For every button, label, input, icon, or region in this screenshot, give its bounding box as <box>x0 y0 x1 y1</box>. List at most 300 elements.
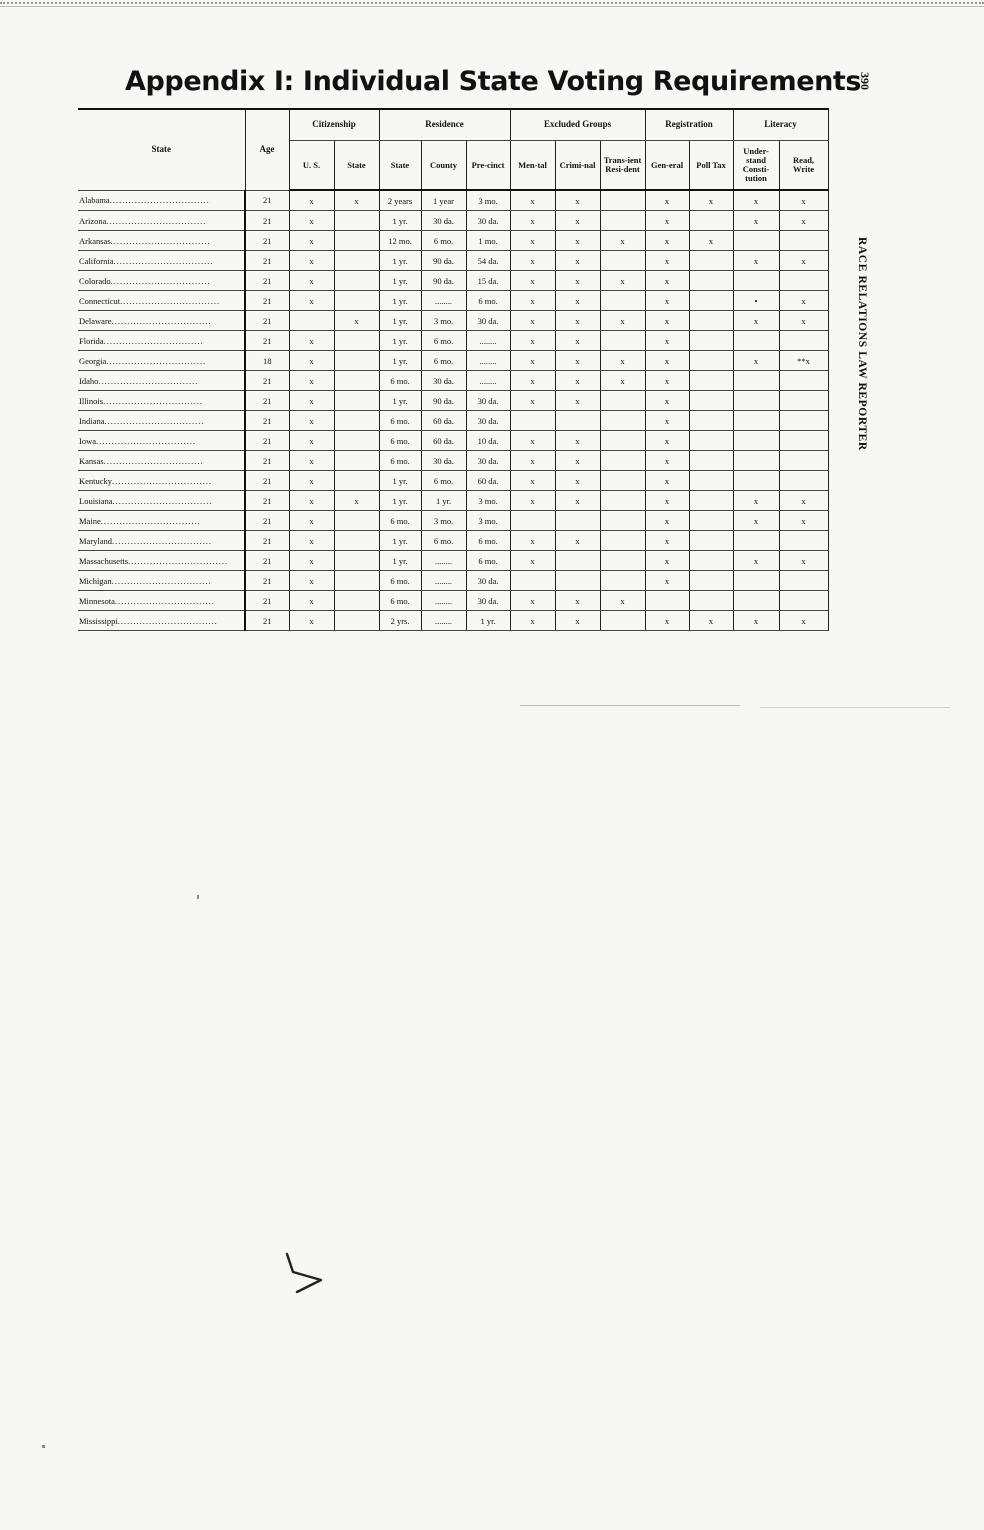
county-cell: ........ <box>421 291 466 311</box>
general-cell: x <box>645 471 689 491</box>
general-registration-header: Gen-eral <box>645 141 689 191</box>
res-state-cell: 2 yrs. <box>379 611 421 631</box>
age-cell: 21 <box>245 411 289 431</box>
cit-state-cell <box>334 471 379 491</box>
cit-state-cell <box>334 551 379 571</box>
res-state-cell: 1 yr. <box>379 491 421 511</box>
transient-cell <box>600 291 645 311</box>
table-row <box>78 291 828 311</box>
leader-dots: ................................ <box>128 555 229 566</box>
us-cell: x <box>289 491 334 511</box>
general-cell: x <box>645 311 689 331</box>
precinct-cell: 6 mo. <box>466 551 510 571</box>
us-cell: x <box>289 391 334 411</box>
criminal-cell: x <box>555 291 600 311</box>
literacy-group-header: Literacy <box>733 109 828 141</box>
mental-cell: x <box>510 351 555 371</box>
read-write-cell <box>779 231 828 251</box>
mental-cell <box>510 511 555 531</box>
transient-cell <box>600 431 645 451</box>
cit-state-cell <box>334 271 379 291</box>
poll-tax-cell <box>689 471 733 491</box>
table-row <box>78 351 828 371</box>
res-state-cell: 1 yr. <box>379 331 421 351</box>
county-cell: 6 mo. <box>421 331 466 351</box>
precinct-cell: 54 da. <box>466 251 510 271</box>
table-row <box>78 331 828 351</box>
age-cell: 21 <box>245 451 289 471</box>
res-state-cell: 6 mo. <box>379 411 421 431</box>
cit-state-cell <box>334 431 379 451</box>
precinct-cell: 30 da. <box>466 571 510 591</box>
understand-cell <box>733 471 779 491</box>
transient-cell <box>600 611 645 631</box>
table-row <box>78 591 828 611</box>
poll-tax-cell: x <box>689 611 733 631</box>
leader-dots: ................................ <box>103 455 204 466</box>
county-cell: 30 da. <box>421 211 466 231</box>
county-cell: 6 mo. <box>421 531 466 551</box>
table-row <box>78 511 828 531</box>
mental-cell: x <box>510 551 555 571</box>
mental-excluded-header: Men-tal <box>510 141 555 191</box>
read-write-cell <box>779 451 828 471</box>
state-name-cell: Kentucky................................ <box>78 471 245 491</box>
transient-cell <box>600 551 645 571</box>
page-number: 390 <box>858 72 872 90</box>
age-cell: 21 <box>245 531 289 551</box>
poll-tax-cell <box>689 591 733 611</box>
county-cell: 90 da. <box>421 251 466 271</box>
poll-tax-cell <box>689 391 733 411</box>
leader-dots: ................................ <box>109 195 210 206</box>
poll-tax-cell <box>689 371 733 391</box>
leader-dots: ................................ <box>104 415 205 426</box>
transient-cell <box>600 571 645 591</box>
us-cell <box>289 311 334 331</box>
transient-resident-header: Trans-ient Resi-dent <box>600 141 645 191</box>
read-write-cell: x <box>779 491 828 511</box>
read-write-cell <box>779 271 828 291</box>
read-write-cell: x <box>779 211 828 231</box>
general-cell: x <box>645 291 689 311</box>
mental-cell: x <box>510 231 555 251</box>
cit-state-cell: x <box>334 190 379 211</box>
precinct-cell: 30 da. <box>466 391 510 411</box>
us-cell: x <box>289 251 334 271</box>
scan-artifact-speck <box>42 1445 45 1448</box>
precinct-cell: 1 yr. <box>466 611 510 631</box>
county-residence-header: County <box>421 141 466 191</box>
us-cell: x <box>289 571 334 591</box>
mental-cell: x <box>510 471 555 491</box>
general-cell: x <box>645 571 689 591</box>
transient-cell <box>600 531 645 551</box>
understand-cell: x <box>733 351 779 371</box>
age-cell: 21 <box>245 291 289 311</box>
state-name-cell: Idaho................................ <box>78 371 245 391</box>
res-state-cell: 6 mo. <box>379 431 421 451</box>
precinct-cell: 30 da. <box>466 591 510 611</box>
table-row <box>78 611 828 631</box>
state-name-cell: Louisiana................................ <box>78 491 245 511</box>
read-write-cell <box>779 411 828 431</box>
age-cell: 21 <box>245 591 289 611</box>
res-state-cell: 6 mo. <box>379 451 421 471</box>
poll-tax-cell <box>689 511 733 531</box>
age-cell: 21 <box>245 190 289 211</box>
table-row <box>78 571 828 591</box>
excluded-groups-header: Excluded Groups <box>510 109 645 141</box>
leader-dots: ................................ <box>113 255 214 266</box>
res-state-cell: 1 yr. <box>379 251 421 271</box>
leader-dots: ................................ <box>106 215 207 226</box>
general-cell: x <box>645 211 689 231</box>
criminal-cell <box>555 411 600 431</box>
us-cell: x <box>289 190 334 211</box>
county-cell: ........ <box>421 591 466 611</box>
age-cell: 21 <box>245 431 289 451</box>
read-write-cell <box>779 471 828 491</box>
understand-cell: x <box>733 190 779 211</box>
general-cell: x <box>645 371 689 391</box>
state-name-cell: Arizona................................ <box>78 211 245 231</box>
mental-cell: x <box>510 591 555 611</box>
age-cell: 21 <box>245 371 289 391</box>
residence-group-header: Residence <box>379 109 510 141</box>
cit-state-cell <box>334 331 379 351</box>
table-body <box>78 190 828 631</box>
us-cell: x <box>289 471 334 491</box>
county-cell: 30 da. <box>421 451 466 471</box>
understand-cell: x <box>733 491 779 511</box>
criminal-cell: x <box>555 391 600 411</box>
poll-tax-cell <box>689 331 733 351</box>
res-state-cell: 1 yr. <box>379 271 421 291</box>
read-write-cell: **x <box>779 351 828 371</box>
table-row <box>78 311 828 331</box>
cit-state-cell <box>334 531 379 551</box>
state-name-cell: Connecticut................................ <box>78 291 245 311</box>
us-cell: x <box>289 351 334 371</box>
poll-tax-cell <box>689 571 733 591</box>
mental-cell <box>510 411 555 431</box>
age-cell: 21 <box>245 551 289 571</box>
poll-tax-cell <box>689 211 733 231</box>
cit-state-cell <box>334 211 379 231</box>
state-residence-header: State <box>379 141 421 191</box>
leader-dots: ................................ <box>111 575 212 586</box>
leader-dots: ................................ <box>100 515 201 526</box>
mental-cell: x <box>510 291 555 311</box>
understand-cell <box>733 431 779 451</box>
state-name-cell: Delaware................................ <box>78 311 245 331</box>
general-cell: x <box>645 391 689 411</box>
scan-artifact-line <box>520 705 740 706</box>
general-cell: x <box>645 431 689 451</box>
general-cell <box>645 591 689 611</box>
state-name-cell: Michigan................................ <box>78 571 245 591</box>
us-cell: x <box>289 371 334 391</box>
leader-dots: ................................ <box>96 435 196 446</box>
mental-cell: x <box>510 391 555 411</box>
understand-cell: x <box>733 551 779 571</box>
poll-tax-cell <box>689 431 733 451</box>
res-state-cell: 1 yr. <box>379 211 421 231</box>
header-group-row <box>78 109 828 141</box>
precinct-cell: 30 da. <box>466 451 510 471</box>
criminal-cell: x <box>555 471 600 491</box>
understand-constitution-header: Under-stand Consti-tution <box>733 141 779 191</box>
mental-cell: x <box>510 251 555 271</box>
mental-cell: x <box>510 611 555 631</box>
general-cell: x <box>645 331 689 351</box>
table-row <box>78 190 828 211</box>
county-cell: 60 da. <box>421 411 466 431</box>
read-write-cell <box>779 571 828 591</box>
cit-state-cell: x <box>334 311 379 331</box>
pencil-mark <box>283 1250 333 1295</box>
criminal-cell: x <box>555 451 600 471</box>
transient-cell: x <box>600 371 645 391</box>
understand-cell <box>733 571 779 591</box>
mental-cell: x <box>510 211 555 231</box>
cit-state-cell: x <box>334 491 379 511</box>
precinct-cell: 30 da. <box>466 411 510 431</box>
county-cell: 6 mo. <box>421 351 466 371</box>
transient-cell: x <box>600 271 645 291</box>
transient-cell: x <box>600 231 645 251</box>
cit-state-cell <box>334 391 379 411</box>
mental-cell: x <box>510 531 555 551</box>
res-state-cell: 1 yr. <box>379 351 421 371</box>
poll-tax-cell <box>689 271 733 291</box>
criminal-cell <box>555 571 600 591</box>
transient-cell: x <box>600 311 645 331</box>
read-write-cell: x <box>779 251 828 271</box>
us-citizenship-header: U. S. <box>289 141 334 191</box>
understand-cell: x <box>733 611 779 631</box>
transient-cell <box>600 451 645 471</box>
leader-dots: ................................ <box>117 615 218 626</box>
general-cell: x <box>645 611 689 631</box>
page-title: Appendix I: Individual State Voting Requirements <box>125 66 862 97</box>
precinct-cell: 30 da. <box>466 311 510 331</box>
criminal-cell: x <box>555 431 600 451</box>
understand-cell <box>733 271 779 291</box>
criminal-cell: x <box>555 371 600 391</box>
poll-tax-cell <box>689 351 733 371</box>
understand-cell <box>733 411 779 431</box>
cit-state-cell <box>334 251 379 271</box>
read-write-cell <box>779 531 828 551</box>
table-row <box>78 531 828 551</box>
us-cell: x <box>289 511 334 531</box>
poll-tax-cell <box>689 251 733 271</box>
criminal-cell: x <box>555 251 600 271</box>
res-state-cell: 1 yr. <box>379 531 421 551</box>
county-cell: ........ <box>421 611 466 631</box>
res-state-cell: 6 mo. <box>379 591 421 611</box>
criminal-cell: x <box>555 190 600 211</box>
leader-dots: ................................ <box>106 355 207 366</box>
state-name-cell: Mississippi................................ <box>78 611 245 631</box>
criminal-cell: x <box>555 311 600 331</box>
precinct-cell: 3 mo. <box>466 190 510 211</box>
read-write-cell: x <box>779 511 828 531</box>
read-write-header: Read, Write <box>779 141 828 191</box>
age-cell: 21 <box>245 251 289 271</box>
understand-cell <box>733 391 779 411</box>
age-cell: 21 <box>245 231 289 251</box>
us-cell: x <box>289 611 334 631</box>
age-cell: 21 <box>245 391 289 411</box>
cit-state-cell <box>334 231 379 251</box>
read-write-cell: x <box>779 190 828 211</box>
general-cell: x <box>645 351 689 371</box>
criminal-cell: x <box>555 351 600 371</box>
us-cell: x <box>289 231 334 251</box>
age-cell: 21 <box>245 211 289 231</box>
cit-state-cell <box>334 591 379 611</box>
precinct-residence-header: Pre-cinct <box>466 141 510 191</box>
state-name-cell: California................................ <box>78 251 245 271</box>
mental-cell <box>510 571 555 591</box>
age-cell: 21 <box>245 611 289 631</box>
understand-cell: x <box>733 211 779 231</box>
table-row <box>78 271 828 291</box>
mental-cell: x <box>510 331 555 351</box>
precinct-cell: 3 mo. <box>466 511 510 531</box>
state-name-cell: Maine................................ <box>78 511 245 531</box>
criminal-cell: x <box>555 331 600 351</box>
state-name-cell: Massachusetts................................ <box>78 551 245 571</box>
criminal-cell: x <box>555 211 600 231</box>
age-cell: 18 <box>245 351 289 371</box>
state-name-cell: Alabama................................ <box>78 190 245 211</box>
top-dotted-rule <box>0 2 984 4</box>
state-column-header: State <box>78 109 245 190</box>
mental-cell: x <box>510 190 555 211</box>
leader-dots: ................................ <box>110 275 211 286</box>
leader-dots: ................................ <box>120 295 221 306</box>
state-name-cell: Kansas................................ <box>78 451 245 471</box>
understand-cell <box>733 331 779 351</box>
general-cell: x <box>645 491 689 511</box>
state-name-cell: Illinois................................ <box>78 391 245 411</box>
leader-dots: ................................ <box>112 475 213 486</box>
understand-cell <box>733 451 779 471</box>
scan-artifact-line <box>760 707 950 708</box>
precinct-cell: ........ <box>466 371 510 391</box>
county-cell: 30 da. <box>421 371 466 391</box>
criminal-cell <box>555 511 600 531</box>
poll-tax-cell: x <box>689 190 733 211</box>
cit-state-cell <box>334 571 379 591</box>
mental-cell: x <box>510 451 555 471</box>
general-cell: x <box>645 451 689 471</box>
age-cell: 21 <box>245 331 289 351</box>
table-row <box>78 251 828 271</box>
table-row <box>78 551 828 571</box>
precinct-cell: 3 mo. <box>466 491 510 511</box>
criminal-excluded-header: Crimi-nal <box>555 141 600 191</box>
poll-tax-cell <box>689 551 733 571</box>
table-row <box>78 371 828 391</box>
citizenship-group-header: Citizenship <box>289 109 379 141</box>
understand-cell: • <box>733 291 779 311</box>
transient-cell <box>600 511 645 531</box>
county-cell: 1 yr. <box>421 491 466 511</box>
general-cell: x <box>645 511 689 531</box>
state-citizenship-header: State <box>334 141 379 191</box>
county-cell: 3 mo. <box>421 511 466 531</box>
mental-cell: x <box>510 491 555 511</box>
res-state-cell: 1 yr. <box>379 291 421 311</box>
general-cell: x <box>645 190 689 211</box>
understand-cell <box>733 531 779 551</box>
mental-cell: x <box>510 371 555 391</box>
res-state-cell: 6 mo. <box>379 571 421 591</box>
transient-cell: x <box>600 351 645 371</box>
us-cell: x <box>289 291 334 311</box>
cit-state-cell <box>334 511 379 531</box>
poll-tax-cell <box>689 451 733 471</box>
precinct-cell: 15 da. <box>466 271 510 291</box>
age-cell: 21 <box>245 271 289 291</box>
read-write-cell <box>779 331 828 351</box>
scan-artifact-speck <box>197 895 199 899</box>
top-rule <box>0 6 984 7</box>
read-write-cell <box>779 371 828 391</box>
us-cell: x <box>289 271 334 291</box>
transient-cell <box>600 211 645 231</box>
age-cell: 21 <box>245 511 289 531</box>
understand-cell: x <box>733 511 779 531</box>
res-state-cell: 1 yr. <box>379 391 421 411</box>
res-state-cell: 6 mo. <box>379 511 421 531</box>
leader-dots: ................................ <box>112 495 213 506</box>
understand-cell <box>733 231 779 251</box>
transient-cell <box>600 471 645 491</box>
poll-tax-cell: x <box>689 231 733 251</box>
us-cell: x <box>289 531 334 551</box>
poll-tax-header: Poll Tax <box>689 141 733 191</box>
general-cell: x <box>645 231 689 251</box>
transient-cell <box>600 251 645 271</box>
county-cell: 90 da. <box>421 271 466 291</box>
age-column-header: Age <box>245 109 289 190</box>
leader-dots: ................................ <box>114 595 215 606</box>
criminal-cell: x <box>555 591 600 611</box>
read-write-cell: x <box>779 311 828 331</box>
us-cell: x <box>289 551 334 571</box>
state-name-cell: Colorado................................ <box>78 271 245 291</box>
state-name-cell: Iowa................................ <box>78 431 245 451</box>
state-name-cell: Minnesota................................ <box>78 591 245 611</box>
read-write-cell: x <box>779 611 828 631</box>
read-write-cell <box>779 391 828 411</box>
leader-dots: ................................ <box>103 395 204 406</box>
mental-cell: x <box>510 431 555 451</box>
precinct-cell: 60 da. <box>466 471 510 491</box>
cit-state-cell <box>334 611 379 631</box>
transient-cell <box>600 331 645 351</box>
table-row <box>78 451 828 471</box>
read-write-cell <box>779 431 828 451</box>
precinct-cell: ........ <box>466 351 510 371</box>
precinct-cell: ........ <box>466 331 510 351</box>
